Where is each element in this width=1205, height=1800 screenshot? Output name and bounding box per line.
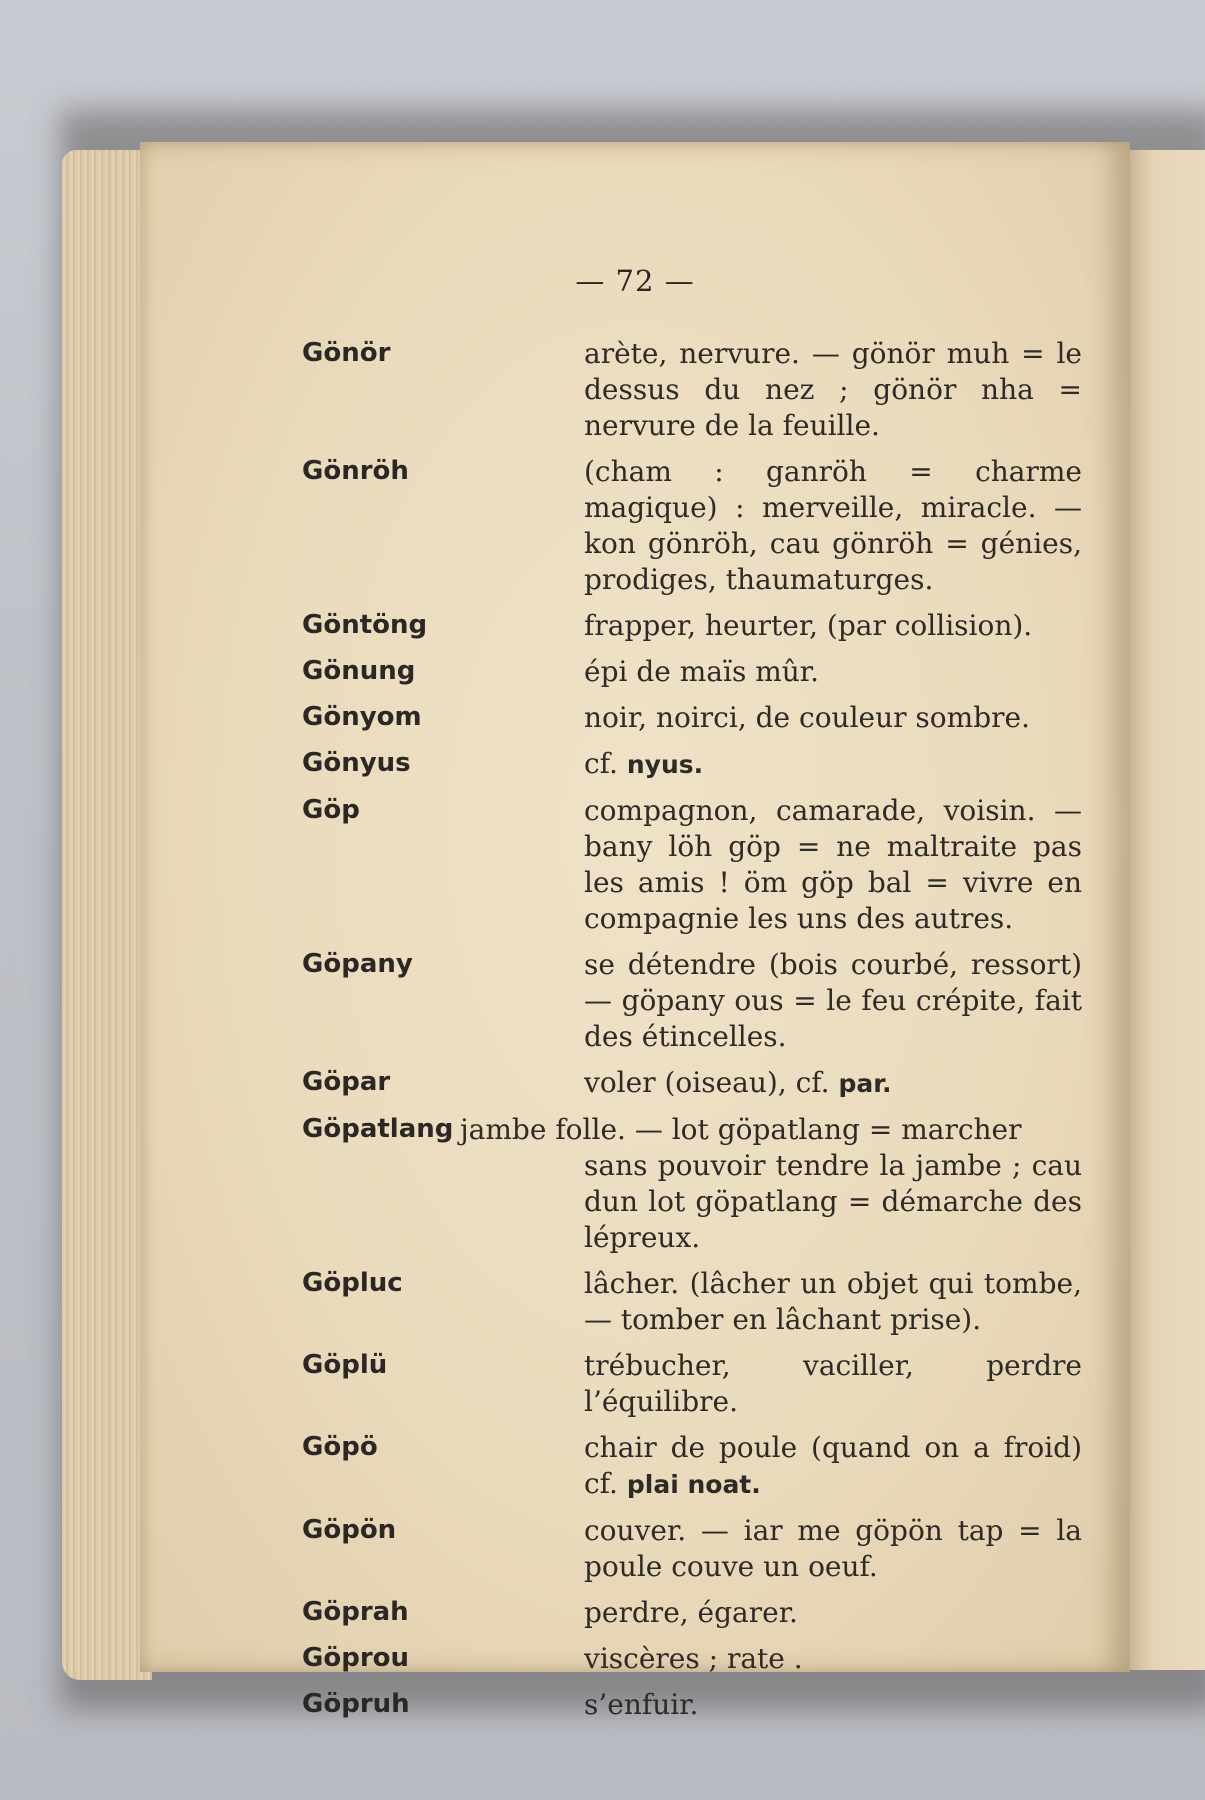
page-edges <box>62 150 152 1680</box>
dictionary-entry <box>302 336 1082 444</box>
dictionary-entry <box>302 1595 1082 1631</box>
book-page <box>140 142 1130 1721</box>
entry-headword: Gönyom <box>302 702 422 732</box>
dictionary-entry <box>302 1430 1082 1503</box>
entry-headword: Göpruh <box>302 1689 410 1719</box>
dictionary-entry <box>302 1112 1082 1256</box>
entry-headword: Göplü <box>302 1350 388 1380</box>
entry-definition: lâcher. (lâcher un objet qui tombe, — tomber en lâchant prise). <box>584 1267 1082 1336</box>
dictionary-entry <box>302 1266 1082 1338</box>
definition-first-line: jambe folle. — lot göpatlang = marcher <box>460 1113 1022 1146</box>
entry-definition: viscères ; rate . <box>584 1642 803 1675</box>
entry-definition <box>584 1430 1082 1503</box>
entry-headword: Gönröh <box>302 456 409 486</box>
entry-definition: trébucher, vaciller, perdre l’équilibre. <box>584 1349 1082 1418</box>
entry-headword: Göntöng <box>302 610 428 640</box>
dictionary-entry <box>302 608 1082 644</box>
entry-definition: perdre, égarer. <box>584 1596 798 1629</box>
entry-headword: Gönyus <box>302 748 411 778</box>
entry-headword: Göpany <box>302 949 413 979</box>
entry-definition <box>584 1065 1082 1102</box>
dictionary-entry <box>302 700 1082 736</box>
entry-headword: Göprou <box>302 1643 410 1673</box>
dictionary-entry <box>302 793 1082 937</box>
definition-continuation: sans pouvoir tendre la jambe ; cau dun lot göpatlang = démarche des lépreux. <box>584 1149 1082 1254</box>
entry-headword: Göpö <box>302 1432 378 1462</box>
entry-definition: (cham : ganröh = charme magique) : merveille, miracle. — kon gönröh, cau gönröh = génies, prodiges, thaumaturges. <box>584 455 1082 596</box>
cross-reference: nyus. <box>626 750 704 779</box>
dictionary-entry <box>302 746 1082 783</box>
dictionary-entry <box>302 1348 1082 1420</box>
entry-headword: Göpatlang <box>302 1114 454 1144</box>
definition-text: voler (oiseau), cf. <box>584 1066 830 1099</box>
dictionary-entry <box>302 1065 1082 1102</box>
entry-headword: Göp <box>302 795 360 825</box>
dictionary-entry <box>302 454 1082 598</box>
entry-definition: couver. — iar me göpön tap = la poule couve un oeuf. <box>584 1514 1082 1583</box>
dictionary-entry <box>302 947 1082 1055</box>
dictionary-entry <box>302 1513 1082 1585</box>
entry-definition: frapper, heurter, (par collision). <box>584 609 1033 642</box>
dictionary-entry <box>302 1641 1082 1677</box>
entry-definition: s’enfuir. <box>584 1688 699 1721</box>
entry-definition: se détendre (bois courbé, ressort) — göpany ous = le feu crépite, fait des étincelles. <box>584 948 1082 1053</box>
entry-definition: noir, noirci, de couleur sombre. <box>584 701 1030 734</box>
entry-headword: Göprah <box>302 1597 409 1627</box>
cross-reference: plai noat. <box>626 1470 761 1499</box>
definition-text: chair de poule (quand on a froid) cf. <box>584 1431 1082 1500</box>
entry-headword: Gönör <box>302 338 391 368</box>
entry-definition <box>584 746 1082 783</box>
cross-reference: par. <box>838 1069 892 1098</box>
next-page-edge <box>1130 150 1205 1670</box>
entry-definition: épi de maïs mûr. <box>584 655 820 688</box>
entry-headword: Gönung <box>302 656 416 686</box>
dictionary-entry <box>302 1687 1082 1723</box>
page-number: — 72 — <box>575 264 695 298</box>
dictionary-entries <box>302 336 1082 1733</box>
entry-headword: Göpön <box>302 1515 397 1545</box>
dictionary-entry <box>302 654 1082 690</box>
entry-headword: Göpar <box>302 1067 391 1097</box>
entry-definition: arète, nervure. — gönör muh = le dessus du nez ; gönör nha = nervure de la feuille. <box>584 337 1082 442</box>
entry-definition: compagnon, camarade, voisin. — bany löh göp = ne maltraite pas les amis ! öm göp bal = vivre en compagnie les uns des autres. <box>584 794 1082 935</box>
definition-text: cf. <box>584 747 618 780</box>
entry-headword: Göpluc <box>302 1268 403 1298</box>
